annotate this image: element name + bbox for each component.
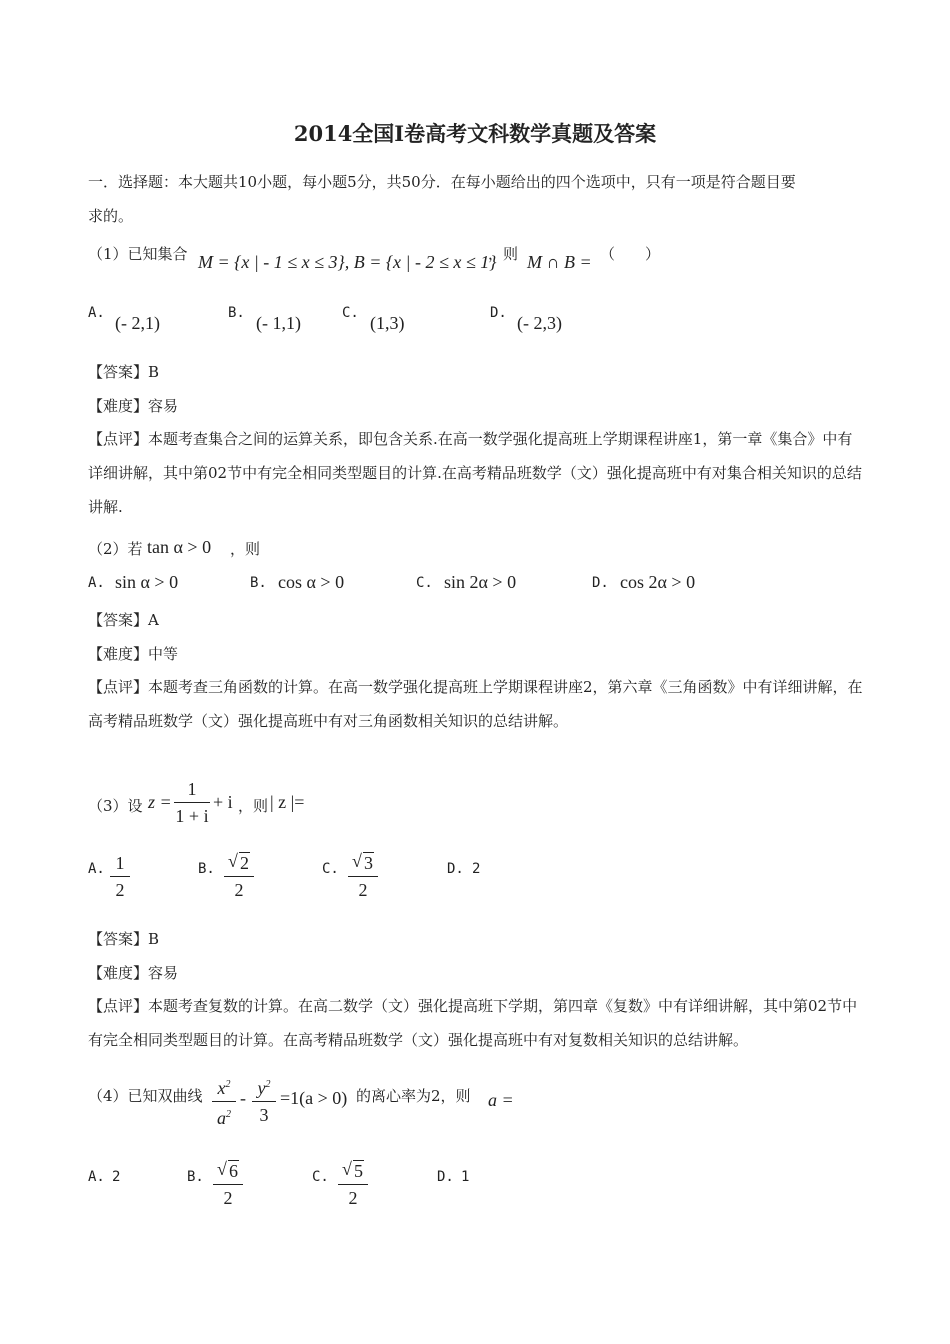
sqrt-icon: √ [352,851,362,871]
q4-a-eq: a = [488,1090,514,1110]
q2-answer: 【答案】A [88,611,159,629]
q3-plus-i: + i [213,792,233,812]
q1-option-b-value: (- 1,1) [256,313,301,333]
q2-option-d-value: cos 2α > 0 [620,572,696,592]
sqrt-icon: √ [228,851,238,871]
q4-option-c-fraction [338,1160,368,1209]
q4-option-c-radicand: 5 [354,1161,363,1181]
q4-option-b-fraction [213,1160,243,1209]
q3-fraction-numerator: 1 [187,779,197,799]
q3-option-b-radicand: 2 [240,853,249,873]
q1-comment: 【点评】本题考查集合之间的运算关系，即包含关系.在高一数学强化提高班上学期课程讲座1，第一章《集合》中有详细讲解，其中第02节中有完全相同类型题目的计算.在高考精品班数学（文）强化提高班中有对集合相关知识的总结讲解. [88,430,862,516]
q4-option-a-value: 2 [112,1169,121,1185]
q4-option-a-label: A. [88,1169,105,1185]
q4-fraction-x: $x^2$ $a^2$ [212,1074,236,1129]
q2-option-b-label: B. [250,575,267,591]
q3-abs-z: | z |= [270,792,305,812]
q4-rest: =1(a > 0) [280,1088,348,1108]
q4-option-b-den: 2 [223,1188,233,1208]
q2-difficulty: 【难度】中等 [88,645,179,663]
q3-option-b-fraction [224,852,254,901]
q4-option-b-label: B. [187,1169,204,1185]
q1-sets: M = {x | - 1 ≤ x ≤ 3}, B = {x | - 2 ≤ x ≤ 1} [198,252,497,272]
q4-a: a [217,1108,226,1128]
q3-option-c-label: C. [322,861,339,877]
q2-option-c-value: sin 2α > 0 [444,572,517,592]
q2-prefix: （2）若 [88,540,143,558]
q4-minus: - [240,1088,246,1108]
q3-prefix: （3）设 [88,797,143,815]
q3-option-a-den: 2 [115,880,125,900]
q2-suffix: ，则 [230,540,261,558]
q3-answer: 【答案】B [88,930,160,948]
q3-option-c-fraction [348,852,378,901]
q3-difficulty: 【难度】容易 [88,964,179,982]
q1-option-d-label: D. [490,305,507,321]
q3-option-b-label: B. [198,861,215,877]
q3-option-b-den: 2 [234,880,244,900]
q2-option-d-label: D. [592,575,609,591]
q1-option-b-label: B. [228,305,245,321]
q4-option-d-label: D. [437,1169,454,1185]
q1-option-c-value: (1,3) [370,313,405,333]
q1-option-a-value: (- 2,1) [115,313,160,333]
q2-option-b-value: cos α > 0 [278,572,345,592]
q3-z-eq: z = [148,792,172,812]
q3-option-a-label: A. [88,861,105,877]
q4-option-c-den: 2 [348,1188,358,1208]
q1-option-d-value: (- 2,3) [517,313,562,333]
section-heading-line2: 求的。 [88,207,134,225]
q3-option-c-radicand: 3 [364,853,373,873]
q4-x: x [217,1078,226,1098]
q2-condition: tan α > 0 [147,537,212,557]
q4-option-c-label: C. [312,1169,329,1185]
q3-fraction-denominator: 1 + i [175,806,209,826]
q3-then: ，则 [238,797,269,815]
q4-option-b-radicand: 6 [229,1161,238,1181]
q1-option-c-label: C. [342,305,359,321]
q3-option-d-label: D. [447,861,464,877]
q3-option-a-num: 1 [115,853,125,873]
q4-three: 3 [259,1105,269,1125]
q1-then: ，则 [488,245,519,263]
sqrt-icon: √ [342,1159,352,1179]
q2-comment: 【点评】本题考查三角函数的计算。在高一数学强化提高班上学期课程讲座2，第六章《三角函数》中有详细讲解，在高考精品班数学（文）强化提高班中有对三角函数相关知识的总结讲解。 [88,678,863,730]
q1-expr: M ∩ B = [527,252,592,272]
q1-difficulty: 【难度】容易 [88,397,179,415]
q4-option-d-value: 1 [461,1169,470,1185]
q3-option-c-den: 2 [358,880,368,900]
sqrt-icon: √ [217,1159,227,1179]
section-heading-line1: 一．选择题：本大题共10小题，每小题5分，共50分．在每小题给出的四个选项中，只有一项是符合题目要 [88,173,796,191]
q4-mid: 的离心率为2，则 [356,1087,471,1105]
q1-option-a-label: A. [88,305,105,321]
q4-fraction-y: $y^2$ 3 [252,1074,276,1126]
q2-option-c-label: C. [416,575,433,591]
q4-y: y [257,1078,266,1098]
q3-fraction [174,778,210,827]
q3-comment: 【点评】本题考查复数的计算。在高二数学（文）强化提高班下学期，第四章《复数》中有详细讲解，其中第02节中有完全相同类型题目的计算。在高考精品班数学（文）强化提高班中有对复数相关知识的总结讲解。 [88,997,858,1049]
q2-option-a-value: sin α > 0 [115,572,179,592]
q1-paren: （ ） [600,245,661,263]
q3-option-a-fraction [110,852,130,901]
q1-prefix: （1）已知集合 [88,245,188,263]
q1-answer: 【答案】B [88,363,160,381]
q3-option-d-value: 2 [472,861,481,877]
page-title: 2014全国Ⅰ卷高考文科数学真题及答案 [293,121,657,146]
q4-prefix: （4）已知双曲线 [88,1087,203,1105]
q2-option-a-label: A. [88,575,105,591]
